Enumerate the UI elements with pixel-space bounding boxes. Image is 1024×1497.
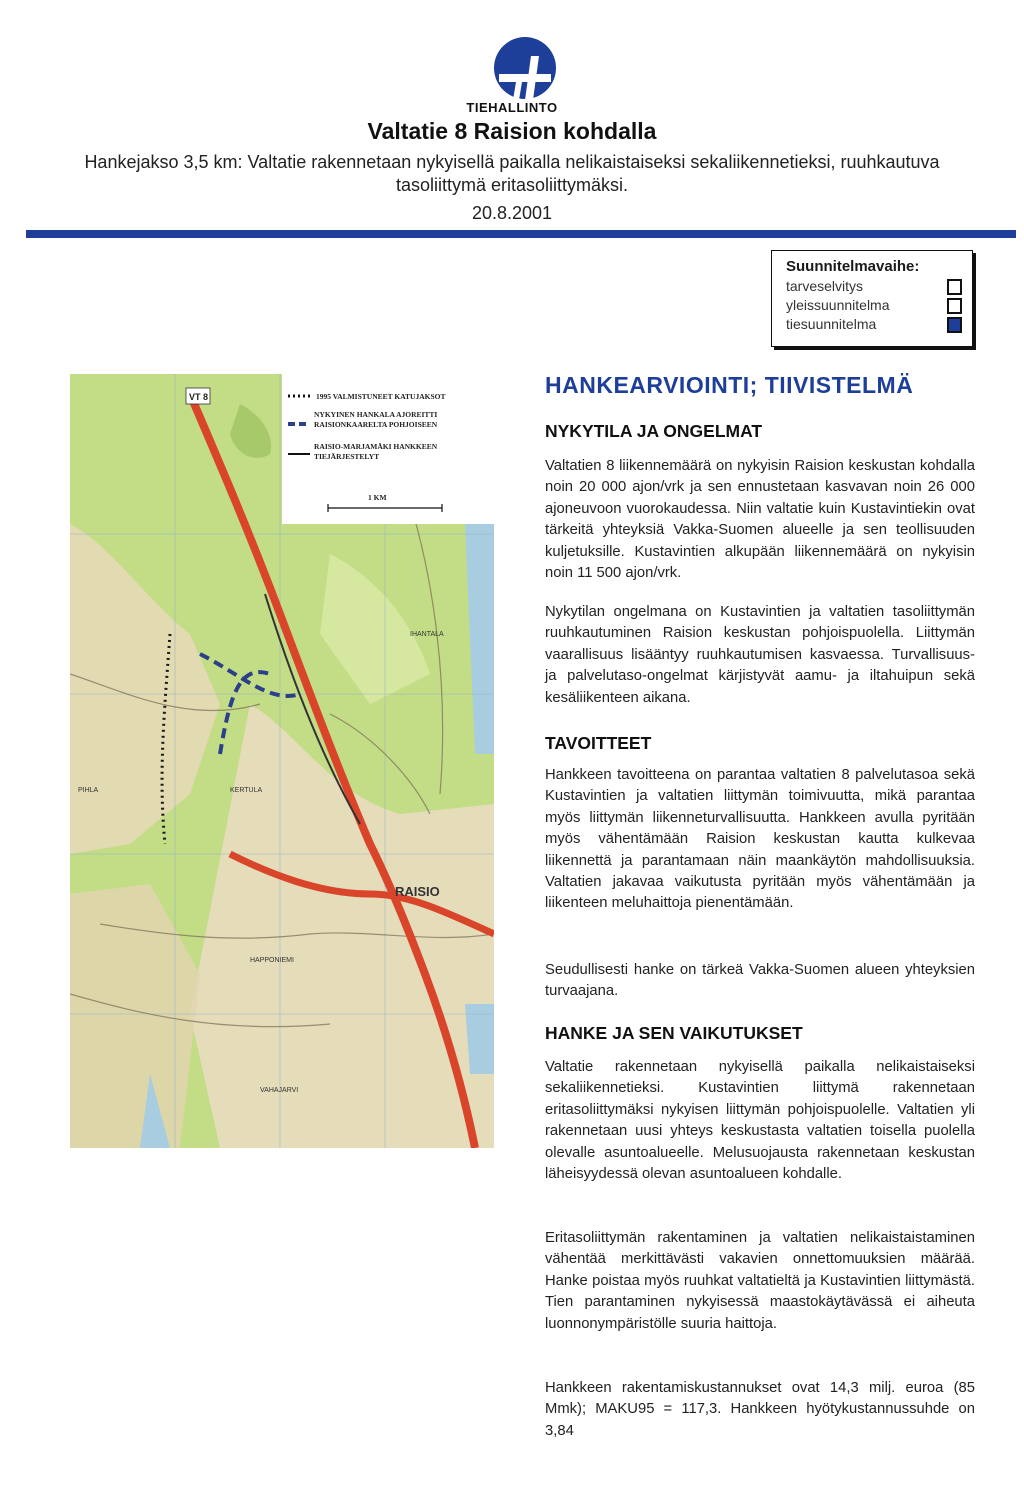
map-road-label: VT 8	[189, 392, 209, 402]
map-place-label: KERTULA	[230, 787, 263, 794]
project-map	[70, 374, 494, 1148]
map-place-label: IHANTALA	[410, 631, 444, 638]
document-date: 20.8.2001	[471, 203, 553, 223]
project-summary: Hankejakso 3,5 km: Valtatie rakennetaan nykyisellä paikalla nelikaistaiseksi sekaliikennetieksi, ruuhkautuva tasoliittymä eritasoliittymäksi.	[84, 152, 940, 195]
section-heading: NYKYTILA JA ONGELMAT	[545, 421, 763, 441]
map-legend-label-box	[314, 442, 490, 472]
checkbox-checked-icon	[947, 317, 962, 333]
map-legend-label: NYKYINEN HANKALA AJOREITTI RAISIONKAARELTA POHJOISEEN	[314, 410, 438, 429]
map-legend-label: 1995 VALMISTUNEET KATUJAKSOT	[316, 392, 446, 401]
header-divider	[26, 230, 1016, 238]
map-place-label: VAHAJARVI	[260, 1087, 299, 1094]
section-paragraph: Eritasoliittymän rakentaminen ja valtatien nelikaistaistaminen vähentää merkittävästi vakavien onnettomuuksien määrää. Hanke poistaa myös ruuhkat valtatieltä ja Kustavintien liittymästä. Tien parantaminen nykyisessä maastokäytävässä ei aiheuta luonnonympäristölle suuria haittoja.	[545, 1230, 975, 1332]
plan-stage-box	[771, 250, 973, 347]
checkbox-icon	[947, 279, 962, 295]
map-place-label: HAPPONIEMI	[250, 957, 294, 964]
plan-stage-title: Suunnitelmavaihe:	[786, 258, 920, 275]
section-paragraph: Seudullisesti hanke on tärkeä Vakka-Suomen alueen yhteyksien turvaajana.	[545, 962, 975, 1000]
map-scale-label: 1 KM	[368, 493, 387, 502]
section-paragraph: Valtatie rakennetaan nykyisellä paikalla nelikaistaiseksi sekaliikennetieksi. Kustavintien liittymä rakennetaan eritasoliittymäksi nykyisen liittymän pohjoispuolelle. Valtatien yli rakennetaan uusi yhteys keskustasta valtatien toisella puolella olevalle asuntoalueelle. Melusuojausta rakennetaan keskustan läheisyydessä olevan asuntoalueen kohdalle.	[545, 1059, 975, 1183]
section-paragraph: Valtatien 8 liikennemäärä on nykyisin Raision keskustan kohdalla noin 20 000 ajon/vrk ja sen ennustetaan kasvavan noin 26 000 ajoneuvoon vuorokaudessa. Niin valtatie kuin Kustavintiekin ovat tärkeitä yhteyksiä Vakka-Suomen alueelle ja sen teollisuuden kuljetuksille. Kustavintien alkupään liikennemäärä on nykyisin noin 11 500 ajon/vrk.	[545, 458, 975, 582]
organization-name: TIEHALLINTO	[466, 100, 558, 115]
summary-heading: HANKEARVIOINTI; TIIVISTELMÄ	[545, 372, 914, 398]
section-paragraph: Hankkeen rakentamiskustannukset ovat 14,3 milj. euroa (85 Mmk); MAKU95 = 117,3. Hankkeen hyötykustannussuhde on 3,84	[545, 1380, 975, 1439]
plan-stage-item	[786, 297, 962, 313]
map-legend-label: RAISIO-MARJAMÄKI HANKKEEN TIEJÄRJESTELYT	[314, 442, 438, 461]
checkbox-icon	[947, 298, 962, 314]
map-city-label: RAISIO	[395, 884, 440, 899]
map-water	[465, 1004, 494, 1074]
section-heading: TAVOITTEET	[545, 733, 652, 753]
tiehallinto-logo-icon	[493, 36, 557, 100]
map-place-label: PIHLA	[78, 787, 99, 794]
plan-stage-item	[786, 316, 962, 332]
section-paragraph: Hankkeen tavoitteena on parantaa valtatien 8 palvelutasoa sekä Kustavintien ja valtatien liittymän toimivuutta, mikä parantaa myös liittymän liikenneturvallisuutta. Hankkeen avulla pyritään myös vähentämään Raision keskustan kautta kulkevaa liikennettä ja parantamaan näin maankäytön mahdollisuuksia. Valtatien jakavaa vaikutusta pyritään myös vähentämään ja liikenteen meluhaittoja pienentämään.	[545, 767, 975, 912]
plan-stage-item	[786, 278, 962, 294]
page-title: Valtatie 8 Raision kohdalla	[367, 118, 657, 144]
plan-stage-label: tiesuunnitelma	[786, 316, 877, 332]
plan-stage-label: yleissuunnitelma	[786, 297, 890, 313]
section-heading: HANKE JA SEN VAIKUTUKSET	[545, 1023, 803, 1043]
section-paragraph: Nykytilan ongelmana on Kustavintien ja valtatien tasoliittymän ruuhkautuminen Raision keskustan pohjoispuolella. Liittymän vaarallisuus lisääntyy ruuhkautumisen kasvaessa. Turvallisuus- ja palvelutaso-ongelmat kärjistyvät aamu- ja iltahuipun sekä kesäliikenteen aikana.	[545, 604, 975, 706]
map-legend-label-box	[314, 410, 490, 440]
plan-stage-label: tarveselvitys	[786, 278, 864, 294]
